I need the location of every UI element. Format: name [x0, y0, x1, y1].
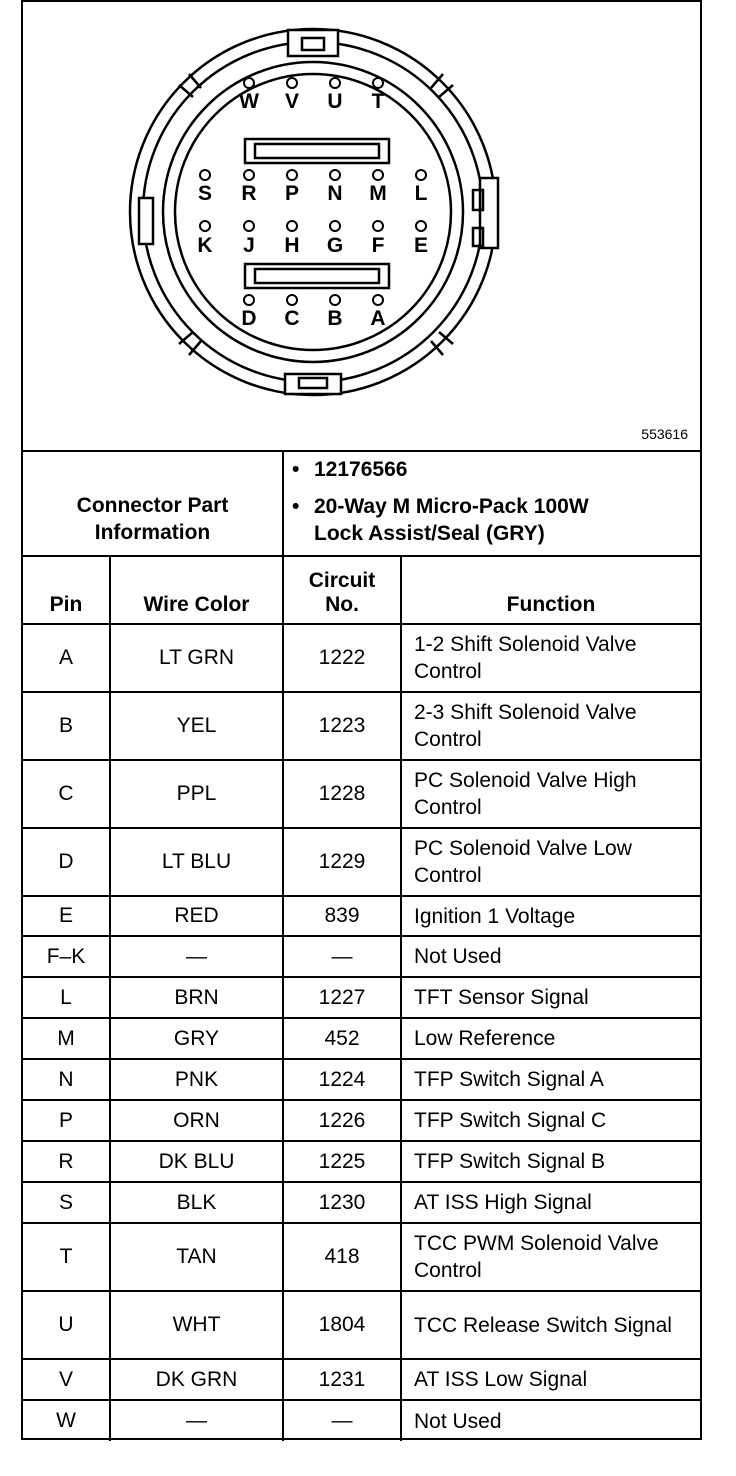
wire-color-cell: LT GRN	[110, 624, 283, 692]
connector-diagram-panel	[23, 2, 700, 452]
circuit-cell: 1231	[283, 1359, 401, 1400]
circuit-cell: 1230	[283, 1182, 401, 1223]
pin-letter: H	[284, 234, 300, 257]
table-row	[23, 1018, 700, 1059]
table-row	[23, 1359, 700, 1400]
col-header-circuit-line1: Circuit	[308, 569, 376, 592]
housing-ring-2	[143, 42, 483, 382]
pin-letter: A	[370, 307, 386, 330]
pin-cell: A	[23, 624, 110, 692]
circuit-cell: —	[283, 936, 401, 977]
wire-color-cell: TAN	[110, 1223, 283, 1291]
figure-number: 553616	[641, 426, 688, 442]
housing-inner-ring	[175, 74, 451, 350]
circuit-cell: 1229	[283, 828, 401, 896]
column-header-row	[23, 556, 700, 624]
pin-letter: L	[414, 182, 428, 205]
pin-socket	[287, 221, 297, 231]
table-row	[23, 1100, 700, 1141]
pin-cell: R	[23, 1141, 110, 1182]
pin-socket	[416, 221, 426, 231]
function-cell: 1-2 Shift Solenoid Valve Control	[401, 624, 700, 692]
pin-cell: V	[23, 1359, 110, 1400]
pin-letter: M	[369, 182, 387, 205]
part-number-item	[292, 456, 692, 483]
connector-info-heading	[23, 452, 283, 556]
bullet-icon: •	[292, 495, 300, 518]
pin-cell: L	[23, 977, 110, 1018]
pin-socket	[373, 295, 383, 305]
wire-color-cell: ORN	[110, 1100, 283, 1141]
pin-letter: E	[413, 234, 429, 257]
pin-socket	[244, 170, 254, 180]
pin-socket	[330, 78, 340, 88]
pin-socket	[330, 221, 340, 231]
pin-cell: F–K	[23, 936, 110, 977]
circuit-cell: 1222	[283, 624, 401, 692]
table-row	[23, 1182, 700, 1223]
pin-letter: G	[326, 234, 344, 257]
col-header-wire-color: Wire Color	[110, 556, 283, 624]
description-line2: Lock Assist/Seal (GRY)	[314, 522, 545, 545]
connector-sheet	[21, 0, 702, 1440]
pin-socket	[287, 170, 297, 180]
function-cell: AT ISS High Signal	[401, 1182, 700, 1223]
pin-socket	[330, 295, 340, 305]
pin-socket	[200, 221, 210, 231]
function-cell: 2-3 Shift Solenoid Valve Control	[401, 692, 700, 760]
col-header-pin: Pin	[23, 556, 110, 624]
part-number: 12176566	[314, 458, 408, 481]
circuit-cell: 839	[283, 896, 401, 936]
table-row	[23, 1291, 700, 1359]
description-item	[292, 493, 692, 520]
circuit-cell: 1228	[283, 760, 401, 828]
table-row	[23, 692, 700, 760]
pin-letter: R	[241, 182, 257, 205]
lower-terminal-bar-inner	[255, 269, 379, 283]
function-cell: TCC PWM Solenoid Valve Control	[401, 1223, 700, 1291]
upper-terminal-bar-inner	[255, 144, 379, 158]
wire-color-cell: YEL	[110, 692, 283, 760]
pin-letter: W	[239, 90, 259, 113]
function-cell: TFP Switch Signal A	[401, 1059, 700, 1100]
pin-letter: J	[243, 234, 255, 257]
pin-cell: S	[23, 1182, 110, 1223]
function-cell: AT ISS Low Signal	[401, 1359, 700, 1400]
pin-socket	[244, 295, 254, 305]
pin-cell: M	[23, 1018, 110, 1059]
pin-letter: C	[284, 307, 300, 330]
function-cell: Not Used	[401, 936, 700, 977]
pin-cell: T	[23, 1223, 110, 1291]
wire-color-cell: WHT	[110, 1291, 283, 1359]
pin-letter: S	[197, 182, 213, 205]
circuit-cell: —	[283, 1400, 401, 1441]
function-cell: TCC Release Switch Signal	[401, 1291, 700, 1359]
circuit-cell: 1223	[283, 692, 401, 760]
circuit-cell: 1224	[283, 1059, 401, 1100]
pin-socket	[373, 221, 383, 231]
pin-cell: W	[23, 1400, 110, 1441]
wire-color-cell: DK BLU	[110, 1141, 283, 1182]
pin-letter: N	[327, 182, 343, 205]
pin-socket	[373, 78, 383, 88]
wire-color-cell: BLK	[110, 1182, 283, 1223]
pin-socket	[416, 170, 426, 180]
table-row	[23, 624, 700, 692]
wire-color-cell: PNK	[110, 1059, 283, 1100]
pin-cell: U	[23, 1291, 110, 1359]
table-row	[23, 760, 700, 828]
wire-color-cell: —	[110, 1400, 283, 1441]
top-latch	[288, 30, 338, 56]
function-cell: Not Used	[401, 1400, 700, 1441]
bullet-icon: •	[292, 458, 300, 481]
circuit-cell: 1225	[283, 1141, 401, 1182]
circuit-cell: 1226	[283, 1100, 401, 1141]
wire-color-cell: BRN	[110, 977, 283, 1018]
info-heading-line2: Information	[94, 520, 211, 544]
function-cell: TFP Switch Signal B	[401, 1141, 700, 1182]
pin-socket	[330, 170, 340, 180]
circuit-cell: 452	[283, 1018, 401, 1059]
pin-cell: N	[23, 1059, 110, 1100]
pin-cell: E	[23, 896, 110, 936]
table-row	[23, 1223, 700, 1291]
connector-info-details	[283, 452, 700, 556]
circuit-cell: 1227	[283, 977, 401, 1018]
circuit-cell: 418	[283, 1223, 401, 1291]
function-cell: TFT Sensor Signal	[401, 977, 700, 1018]
function-cell: Ignition 1 Voltage	[401, 896, 700, 936]
table-row	[23, 896, 700, 936]
pin-socket	[373, 170, 383, 180]
description-line1: 20-Way M Micro-Pack 100W	[314, 495, 589, 518]
function-cell: PC Solenoid Valve High Control	[401, 760, 700, 828]
function-cell: TFP Switch Signal C	[401, 1100, 700, 1141]
wire-color-cell: PPL	[110, 760, 283, 828]
left-key	[139, 198, 153, 244]
pin-letter: K	[197, 234, 213, 257]
connector-info-row	[23, 452, 700, 556]
table-row	[23, 977, 700, 1018]
pin-letter: P	[284, 182, 300, 205]
pin-letter: B	[327, 307, 343, 330]
wire-color-cell: —	[110, 936, 283, 977]
pin-cell: C	[23, 760, 110, 828]
pin-cell: D	[23, 828, 110, 896]
pinout-table	[23, 452, 700, 1441]
pin-socket	[287, 295, 297, 305]
function-cell: Low Reference	[401, 1018, 700, 1059]
housing-ring-3	[163, 62, 463, 362]
pin-socket	[287, 78, 297, 88]
wire-color-cell: LT BLU	[110, 828, 283, 896]
pin-letter: U	[327, 90, 343, 113]
pin-letter: F	[371, 234, 385, 257]
connector-face-diagram	[23, 2, 700, 452]
function-cell: PC Solenoid Valve Low Control	[401, 828, 700, 896]
pin-letter: T	[371, 90, 385, 113]
col-header-circuit	[283, 556, 401, 624]
pin-letter: D	[241, 307, 257, 330]
wire-color-cell: DK GRN	[110, 1359, 283, 1400]
info-heading-line1: Connector Part	[76, 493, 229, 517]
table-row	[23, 1059, 700, 1100]
col-header-circuit-line2: No.	[325, 593, 359, 616]
pin-cell: P	[23, 1100, 110, 1141]
pin-cell: B	[23, 692, 110, 760]
upper-terminal-bar	[245, 139, 389, 163]
pin-letter: V	[284, 90, 300, 113]
pin-socket	[200, 170, 210, 180]
lower-terminal-bar	[245, 264, 389, 288]
pin-socket	[244, 221, 254, 231]
col-header-function: Function	[401, 556, 700, 624]
table-row	[23, 1141, 700, 1182]
wire-color-cell: RED	[110, 896, 283, 936]
pin-socket	[244, 78, 254, 88]
wire-color-cell: GRY	[110, 1018, 283, 1059]
table-row	[23, 1400, 700, 1441]
table-row	[23, 828, 700, 896]
table-row	[23, 936, 700, 977]
circuit-cell: 1804	[283, 1291, 401, 1359]
